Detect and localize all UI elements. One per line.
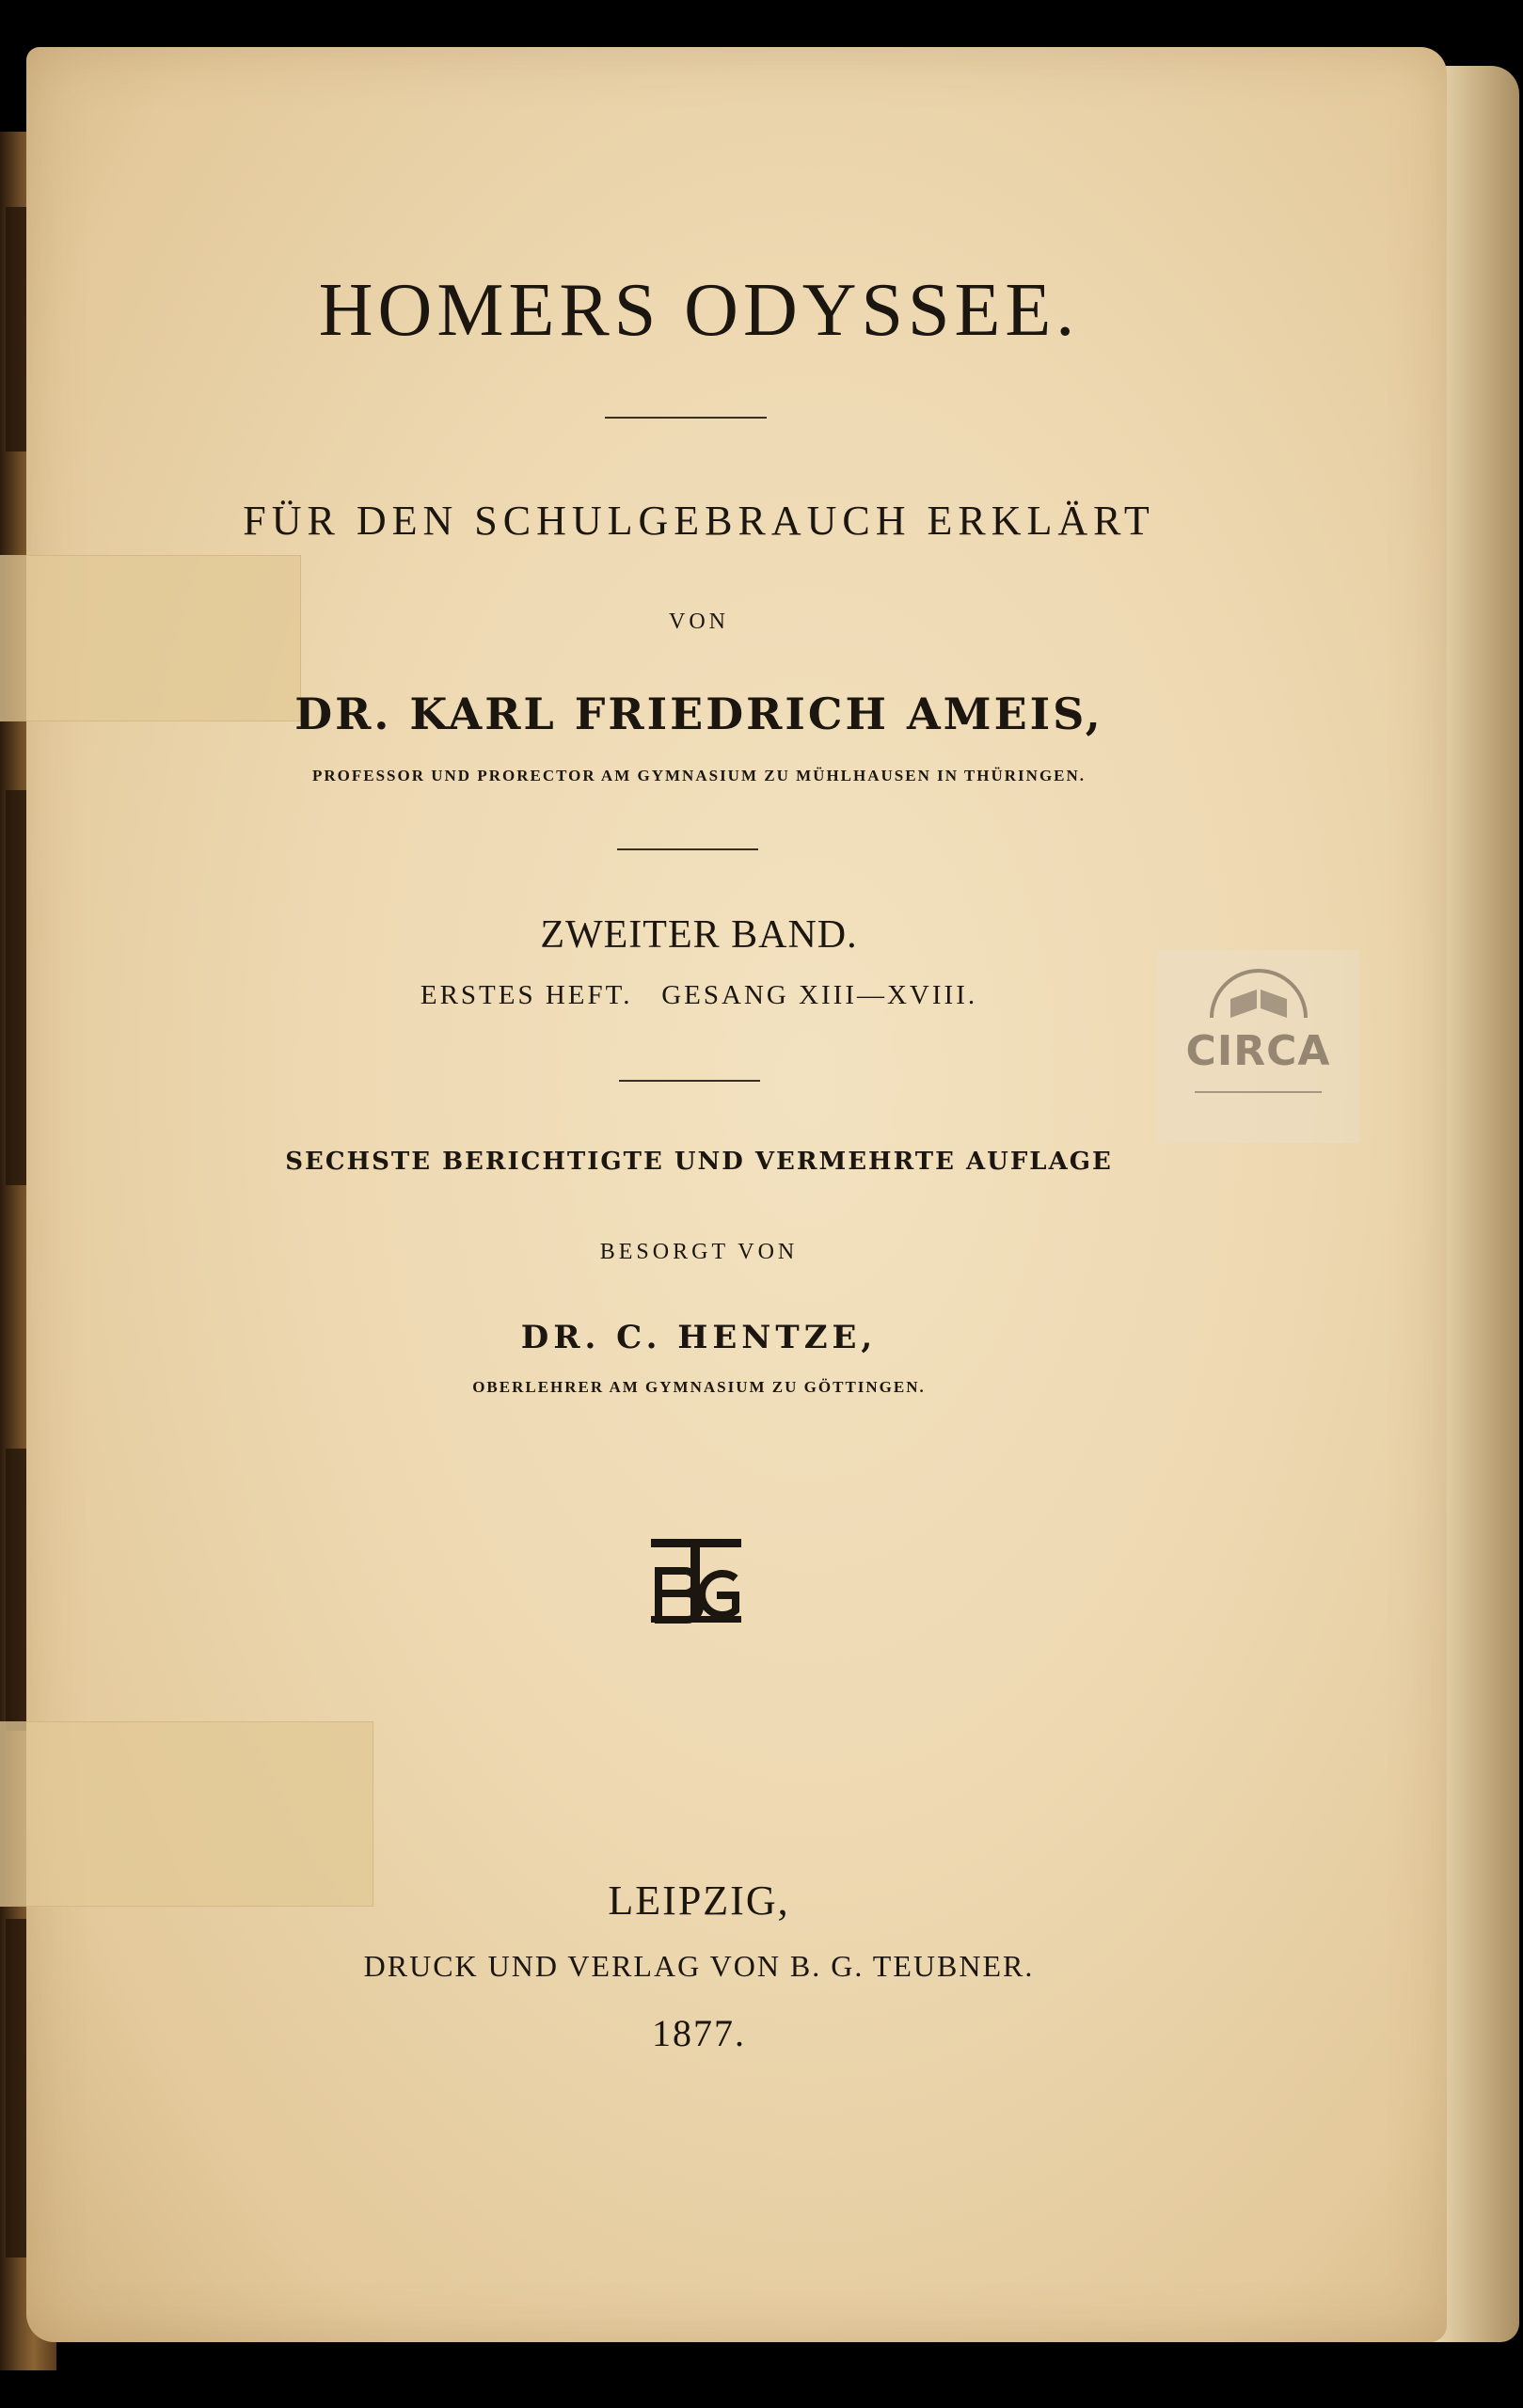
publisher-monogram-icon: [649, 1533, 743, 1627]
watermark-text: CIRCA: [1185, 1027, 1331, 1075]
von-label: VON: [669, 610, 729, 634]
divider-rule: [617, 848, 758, 850]
circa-watermark: [1157, 950, 1359, 1143]
editor-name: DR. C. HENTZE,: [520, 1319, 878, 1356]
divider-rule: [605, 417, 767, 419]
part-label: ERSTES HEFT. GESANG XIII—XVIII.: [420, 980, 978, 1010]
publication-year: 1877.: [652, 2012, 746, 2054]
author-name: DR. KARL FRIEDRICH AMEIS,: [294, 689, 1103, 739]
editor-role: OBERLEHRER AM GYMNASIUM ZU GÖTTINGEN.: [472, 1378, 926, 1396]
divider-rule: [619, 1080, 760, 1082]
book-title: HOMERS ODYSSEE.: [318, 269, 1080, 352]
volume-label: ZWEITER BAND.: [540, 913, 858, 957]
watermark-rule: [1195, 1091, 1322, 1093]
title-page-text: [26, 47, 1372, 2342]
edition-label: SECHSTE BERICHTIGTE UND VERMEHRTE AUFLAGE: [285, 1148, 1113, 1176]
author-role: PROFESSOR UND PRORECTOR AM GYMNASIUM ZU MÜHLHAUSEN IN THÜRINGEN.: [311, 767, 1087, 784]
book-subtitle: FÜR DEN SCHULGEBRAUCH ERKLÄRT: [243, 498, 1155, 544]
edited-by-label: BESORGT VON: [599, 1240, 799, 1264]
open-book-icon: [1202, 961, 1315, 1027]
publication-city: LEIPZIG,: [608, 1877, 790, 1924]
publisher-line: DRUCK UND VERLAG VON B. G. TEUBNER.: [363, 1949, 1035, 1983]
